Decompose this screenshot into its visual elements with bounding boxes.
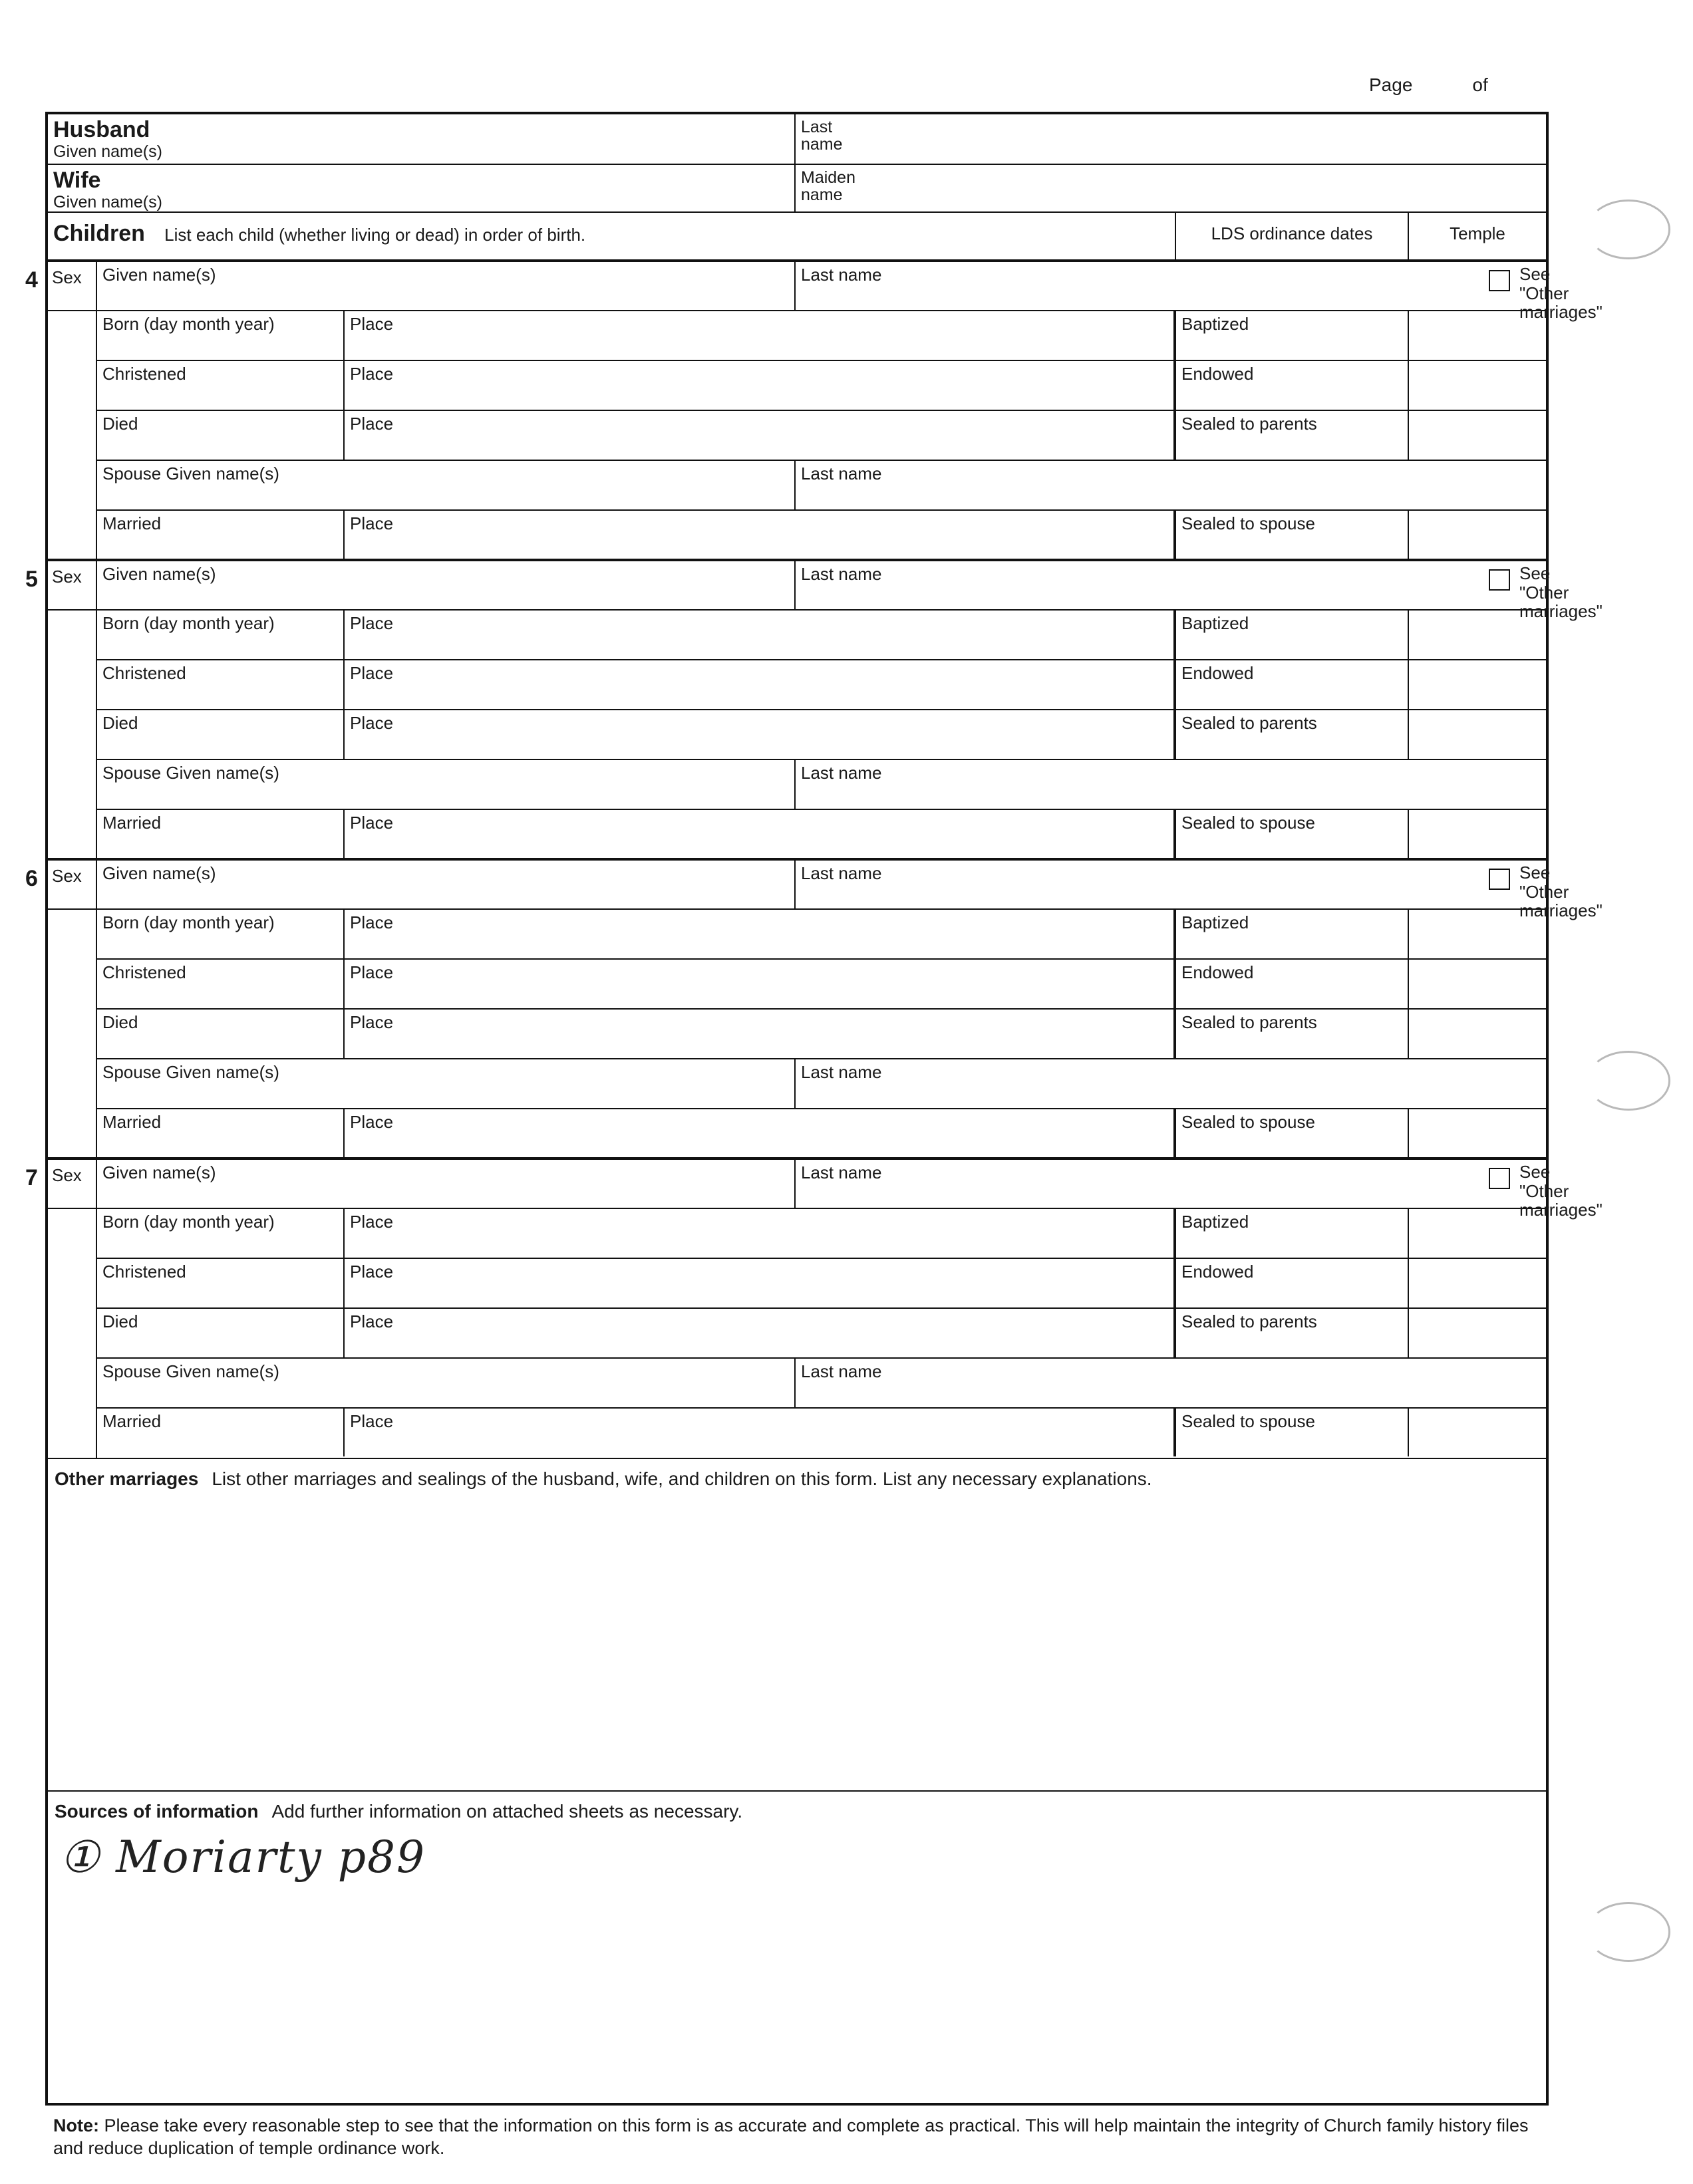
sex-field[interactable]: Sex — [48, 861, 96, 910]
died-label: Died — [97, 710, 345, 759]
born-place-field[interactable]: Place — [345, 1209, 1176, 1258]
spouse-given-field[interactable]: Spouse Given name(s) — [97, 1359, 796, 1407]
sex-column — [48, 561, 97, 858]
sex-column — [48, 262, 97, 559]
sealed-to-parents-field[interactable]: Sealed to parents — [1176, 1309, 1409, 1357]
note-text: Please take every reasonable step to see that the information on this form is as accurate and complete as practical. This will help maintain the integrity of Church family history files and reduce duplication of temple ordinance work. — [53, 2116, 1529, 2158]
born-label: Born (day month year) — [97, 311, 345, 360]
child-entry-5 — [25, 561, 1603, 861]
christened-label: Christened — [97, 960, 345, 1008]
see-other-marriages-checkbox[interactable]: See "Other marriages" — [1485, 561, 1546, 609]
sealed-parents-temple-field[interactable] — [1409, 1309, 1546, 1357]
born-label: Born (day month year) — [97, 1209, 345, 1258]
sex-column — [48, 861, 97, 1157]
sources-section[interactable] — [48, 1792, 1546, 2137]
of-label: of — [1472, 74, 1488, 95]
binder-ring-mark — [1587, 1902, 1670, 1962]
sealed-parents-temple-field[interactable] — [1409, 710, 1546, 759]
binder-ring-mark — [1587, 1051, 1670, 1111]
child-number: 5 — [25, 567, 38, 592]
baptized-field[interactable]: Baptized — [1176, 611, 1409, 659]
endowed-field[interactable]: Endowed — [1176, 660, 1409, 709]
endowed-field[interactable]: Endowed — [1176, 1259, 1409, 1307]
baptized-field[interactable]: Baptized — [1176, 910, 1409, 958]
sealed-spouse-temple-field[interactable] — [1409, 511, 1546, 559]
handwritten-source-note: ① Moriarty p89 — [60, 1832, 426, 1883]
see-other-marriages-checkbox[interactable]: See "Other marriages" — [1485, 262, 1546, 310]
spouse-last-name-field[interactable]: Last name — [801, 1062, 882, 1082]
married-label: Married — [97, 810, 345, 858]
died-place-field[interactable]: Place — [345, 411, 1176, 460]
born-label: Born (day month year) — [97, 910, 345, 958]
sources-title: Sources of information — [55, 1801, 259, 1822]
sealed-spouse-temple-field[interactable] — [1409, 1409, 1546, 1456]
wife-maiden-name-field[interactable]: Maiden name — [801, 168, 855, 205]
see-other-marriages-checkbox[interactable]: See "Other marriages" — [1485, 861, 1546, 908]
married-label: Married — [97, 1409, 345, 1456]
other-marriages-section[interactable] — [48, 1459, 1546, 1792]
sealed-to-spouse-field[interactable]: Sealed to spouse — [1176, 1409, 1409, 1456]
christened-place-field[interactable]: Place — [345, 361, 1176, 410]
died-place-field[interactable]: Place — [345, 1309, 1176, 1357]
endowed-temple-field[interactable] — [1409, 660, 1546, 709]
sealed-to-parents-field[interactable]: Sealed to parents — [1176, 411, 1409, 460]
sealed-spouse-temple-field[interactable] — [1409, 1109, 1546, 1157]
died-place-field[interactable]: Place — [345, 1010, 1176, 1058]
last-name-field[interactable]: Last name — [801, 265, 882, 285]
married-label: Married — [97, 511, 345, 559]
died-label: Died — [97, 1010, 345, 1058]
page-label: Page — [1369, 74, 1413, 95]
died-label: Died — [97, 1309, 345, 1357]
given-name-field[interactable]: Given name(s) — [97, 561, 796, 609]
married-place-field[interactable]: Place — [345, 1409, 1176, 1456]
born-label: Born (day month year) — [97, 611, 345, 659]
wife-row — [48, 165, 1546, 213]
children-header-row — [48, 213, 1546, 262]
family-group-form — [25, 112, 1603, 2106]
born-place-field[interactable]: Place — [345, 910, 1176, 958]
born-place-field[interactable]: Place — [345, 311, 1176, 360]
sealed-to-spouse-field[interactable]: Sealed to spouse — [1176, 511, 1409, 559]
christened-place-field[interactable]: Place — [345, 660, 1176, 709]
christened-place-field[interactable]: Place — [345, 1259, 1176, 1307]
child-entry-7 — [25, 1160, 1603, 1459]
child-entry-6 — [25, 861, 1603, 1160]
spouse-given-field[interactable]: Spouse Given name(s) — [97, 1059, 796, 1108]
spouse-given-field[interactable]: Spouse Given name(s) — [97, 461, 796, 509]
see-other-marriages-checkbox[interactable]: See "Other marriages" — [1485, 1160, 1546, 1208]
baptized-temple-field[interactable] — [1409, 1209, 1546, 1258]
sealed-spouse-temple-field[interactable] — [1409, 810, 1546, 858]
husband-given-field[interactable]: Husband Given name(s) — [48, 114, 796, 164]
sealed-to-spouse-field[interactable]: Sealed to spouse — [1176, 810, 1409, 858]
child-entry-4 — [25, 262, 1603, 561]
born-place-field[interactable]: Place — [345, 611, 1176, 659]
child-number: 4 — [25, 267, 38, 293]
sex-field[interactable]: Sex — [48, 262, 96, 311]
christened-label: Christened — [97, 361, 345, 410]
given-name-field[interactable]: Given name(s) — [97, 262, 796, 310]
spouse-last-name-field[interactable]: Last name — [801, 1361, 882, 1381]
spouse-last-name-field[interactable]: Last name — [801, 464, 882, 483]
baptized-field[interactable]: Baptized — [1176, 1209, 1409, 1258]
given-name-field[interactable]: Given name(s) — [97, 1160, 796, 1208]
sealed-to-parents-field[interactable]: Sealed to parents — [1176, 1010, 1409, 1058]
endowed-temple-field[interactable] — [1409, 960, 1546, 1008]
baptized-temple-field[interactable] — [1409, 311, 1546, 360]
sealed-to-spouse-field[interactable]: Sealed to spouse — [1176, 1109, 1409, 1157]
sex-column — [48, 1160, 97, 1458]
died-place-field[interactable]: Place — [345, 710, 1176, 759]
married-place-field[interactable]: Place — [345, 810, 1176, 858]
died-label: Died — [97, 411, 345, 460]
given-name-field[interactable]: Given name(s) — [97, 861, 796, 908]
endowed-temple-field[interactable] — [1409, 1259, 1546, 1307]
baptized-field[interactable]: Baptized — [1176, 311, 1409, 360]
married-place-field[interactable]: Place — [345, 511, 1176, 559]
sex-field[interactable]: Sex — [48, 1160, 96, 1209]
sealed-to-parents-field[interactable]: Sealed to parents — [1176, 710, 1409, 759]
christened-place-field[interactable]: Place — [345, 960, 1176, 1008]
temple-heading: Temple — [1450, 223, 1505, 243]
baptized-temple-field[interactable] — [1409, 611, 1546, 659]
sex-field[interactable]: Sex — [48, 561, 96, 611]
lds-ordinance-dates-heading: LDS ordinance dates — [1176, 213, 1409, 259]
child-number: 7 — [25, 1165, 38, 1190]
last-name-field[interactable]: Last name — [801, 564, 882, 584]
page-number-header — [1369, 74, 1535, 101]
christened-label: Christened — [97, 1259, 345, 1307]
christened-label: Christened — [97, 660, 345, 709]
spouse-last-name-field[interactable]: Last name — [801, 763, 882, 783]
other-marriages-instruction: List other marriages and sealings of the husband, wife, and children on this form. List any necessary explanations. — [212, 1468, 1152, 1489]
binder-ring-mark — [1587, 200, 1670, 259]
endowed-field[interactable]: Endowed — [1176, 960, 1409, 1008]
sealed-parents-temple-field[interactable] — [1409, 411, 1546, 460]
children-heading: Children List each child (whether living or dead) in order of birth. — [48, 213, 1176, 259]
spouse-given-field[interactable]: Spouse Given name(s) — [97, 760, 796, 809]
endowed-field[interactable]: Endowed — [1176, 361, 1409, 410]
husband-row — [48, 114, 1546, 165]
married-place-field[interactable]: Place — [345, 1109, 1176, 1157]
other-marriages-title: Other marriages — [55, 1468, 199, 1489]
sources-instruction: Add further information on attached sheets as necessary. — [271, 1801, 743, 1822]
husband-last-name-field[interactable]: Last name — [801, 118, 843, 154]
footnote — [53, 2115, 1543, 2160]
note-label: Note: — [53, 2116, 99, 2135]
child-number: 6 — [25, 866, 38, 891]
endowed-temple-field[interactable] — [1409, 361, 1546, 410]
wife-given-field[interactable]: Wife Given name(s) — [48, 165, 796, 211]
married-label: Married — [97, 1109, 345, 1157]
last-name-field[interactable]: Last name — [801, 1162, 882, 1182]
last-name-field[interactable]: Last name — [801, 863, 882, 883]
sealed-parents-temple-field[interactable] — [1409, 1010, 1546, 1058]
baptized-temple-field[interactable] — [1409, 910, 1546, 958]
